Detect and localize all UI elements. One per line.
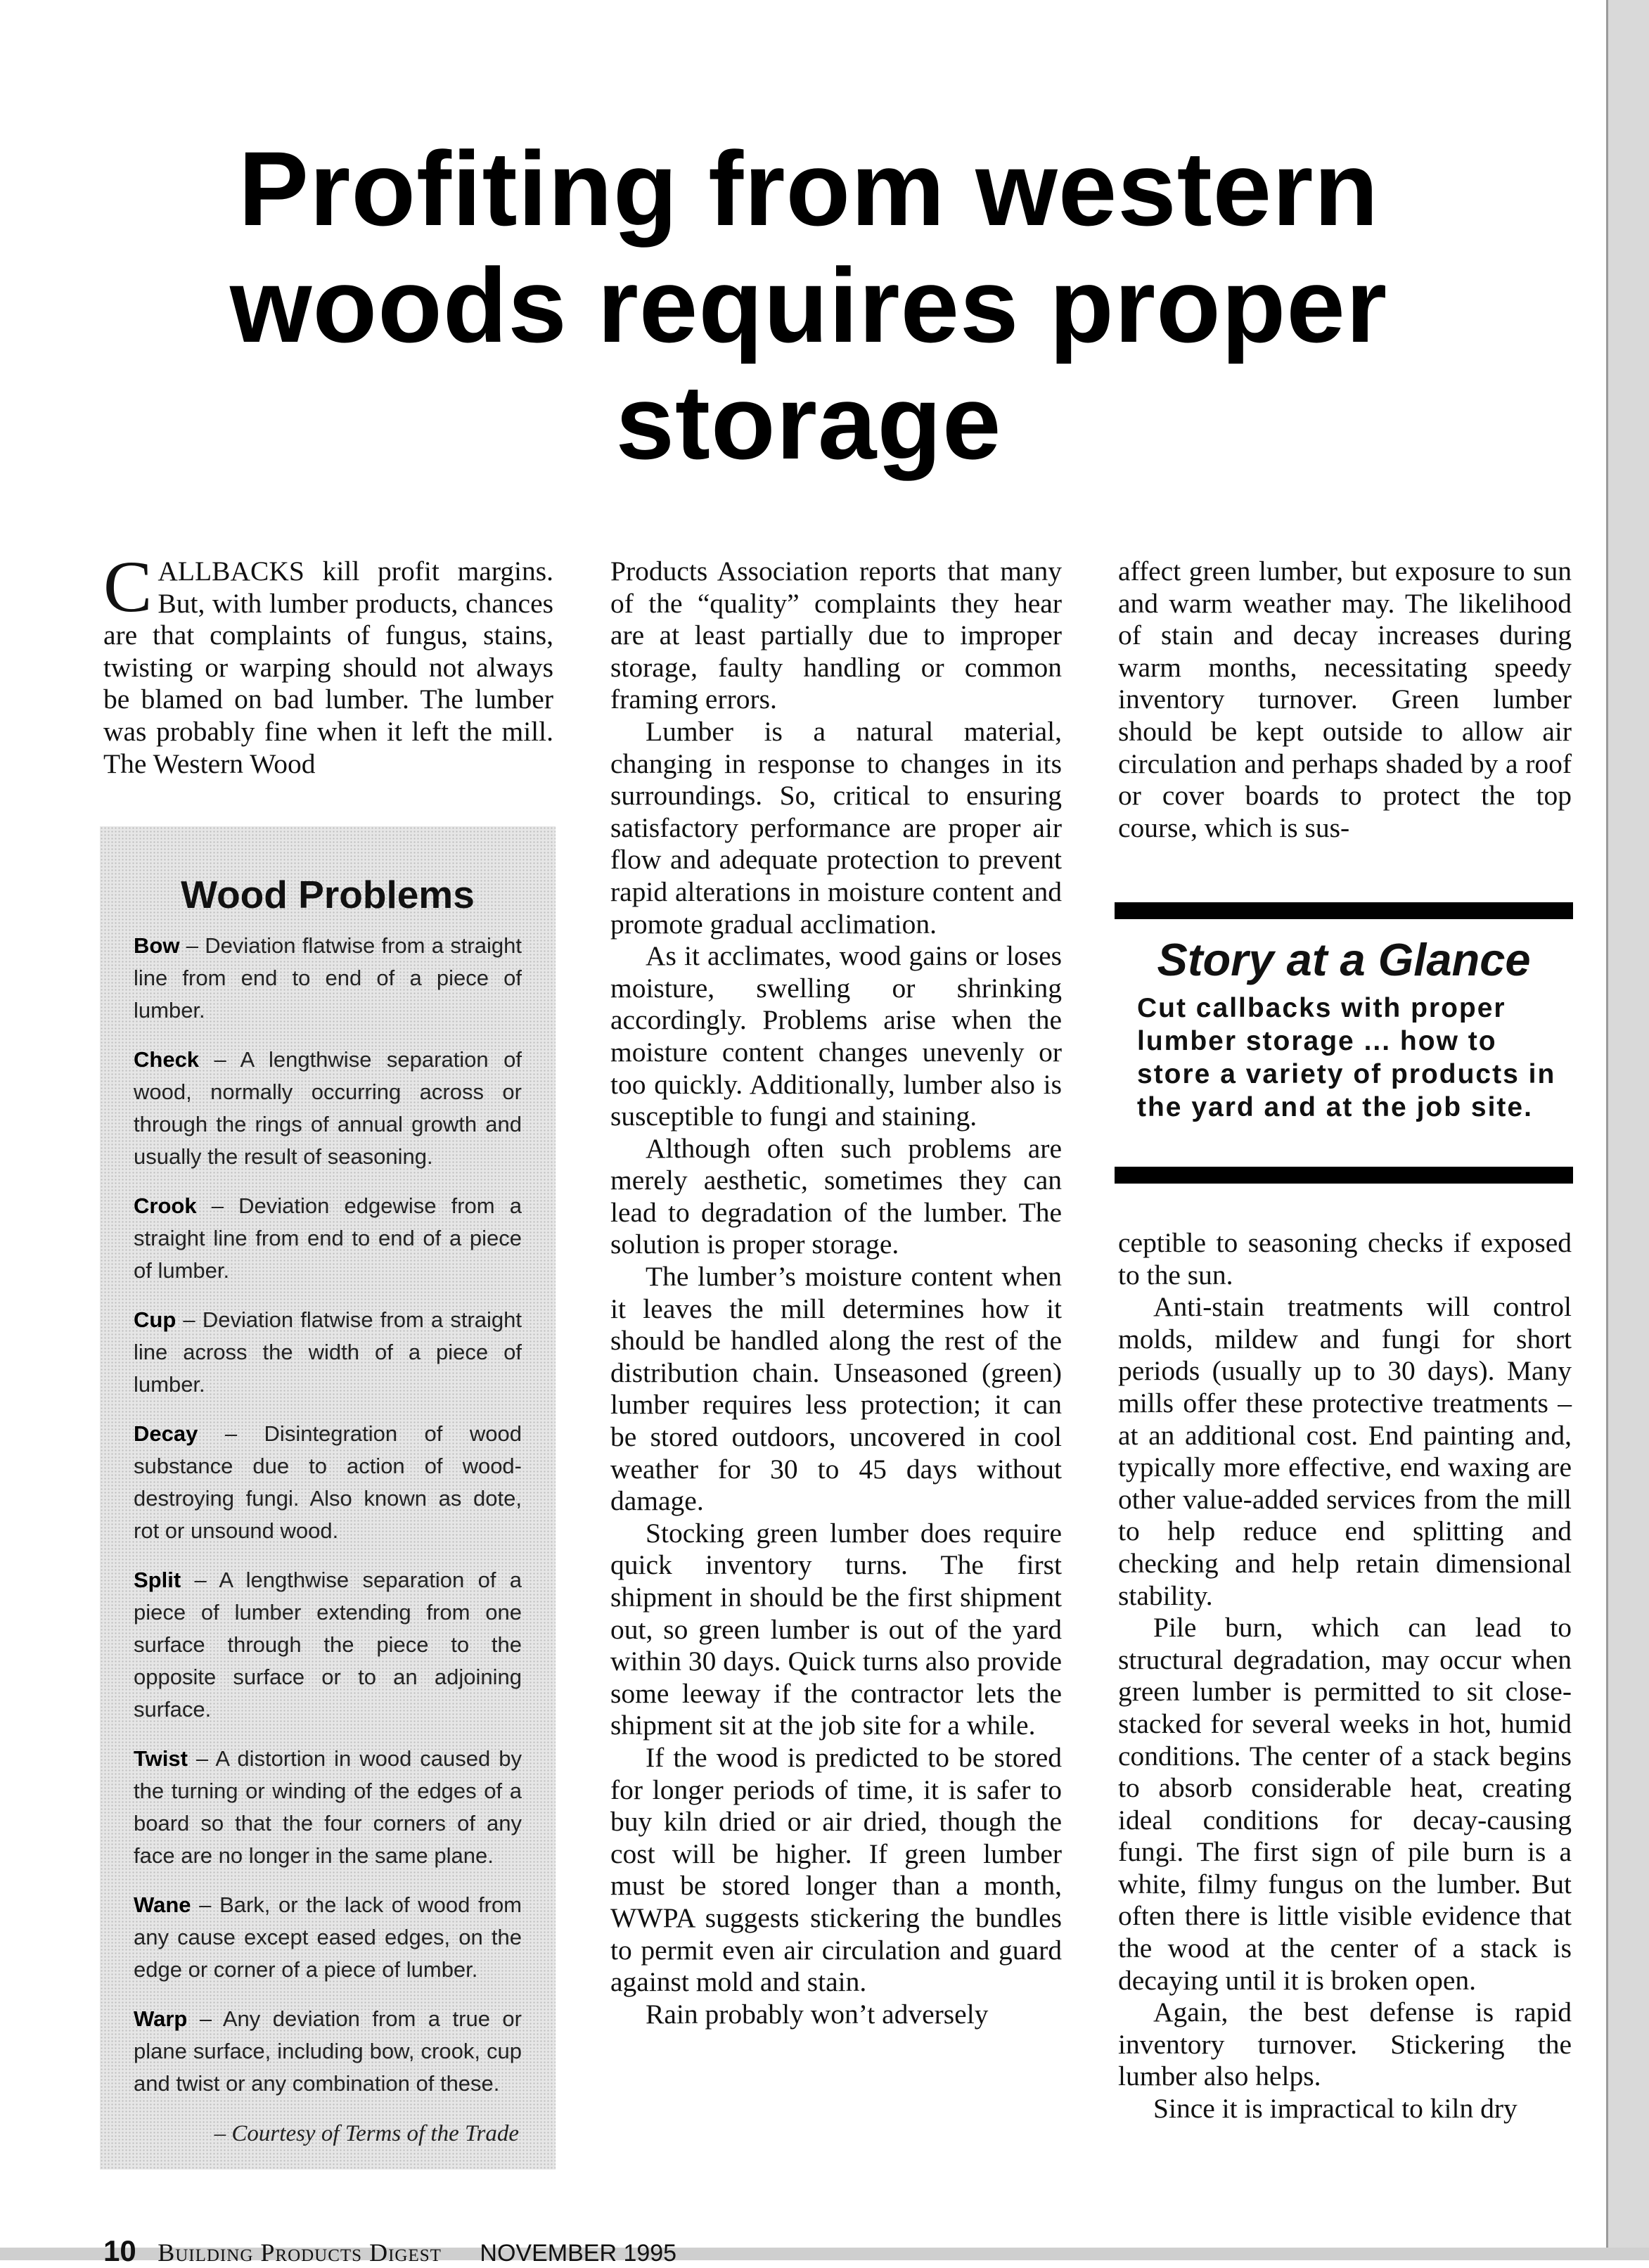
- glossary-separator: –: [179, 933, 205, 958]
- glossary-definition: Any deviation from a true or plane surface, including bow, crook, cup and twist or any combination of these.: [134, 2006, 522, 2096]
- sidebar-title: Wood Problems: [181, 873, 475, 916]
- glossary-definition: Disintegration of wood substance due to action of wood-destroying fungi. Also known as dote, rot or unsound wood.: [134, 1421, 522, 1543]
- page-edge-shadow: [1608, 0, 1649, 2260]
- glance-summary: Cut callbacks with proper lumber storage ... how to store a variety of products in the yard and at the job site.: [1137, 993, 1556, 1122]
- glossary-term: Decay: [134, 1421, 198, 1446]
- glossary-separator: –: [187, 2006, 223, 2031]
- glance-top-rule: [1115, 902, 1573, 919]
- sidebar-credit: – Courtesy of Terms of the Trade: [214, 2121, 519, 2146]
- page-edge-line: [1606, 0, 1608, 2260]
- paragraph: ceptible to seasoning checks if exposed to the sun.: [1118, 1227, 1572, 1290]
- glossary-term: Crook: [134, 1193, 197, 1218]
- paragraph: Although often such problems are merely aesthetic, sometimes they can lead to degradation of the lumber. The solution is proper storage.: [610, 1132, 1062, 1260]
- lead-text: kill profit margins. But, with lumber products, chances are that complaints of fungus, stains, twisting or warping should not always be blamed on bad lumber. The lumber was probably fine when it left the mill. The Western Wood: [103, 556, 553, 779]
- paragraph: Since it is impractical to kiln dry: [1153, 2093, 1518, 2125]
- article-column-1: [103, 546, 553, 780]
- glossary-term: Bow: [134, 933, 180, 958]
- glossary-term: Cup: [134, 1307, 177, 1332]
- glossary-separator: –: [176, 1307, 203, 1332]
- paragraph: As it acclimates, wood gains or loses moisture, swelling or shrinking accordingly. Problems arise when the moisture content changes unevenly or too quickly. Additionally, lumber also is susceptible to fungi and staining.: [610, 940, 1062, 1132]
- glossary-definition: A lengthwise separation of wood, normally occurring across or through the rings of annual growth and usually the result of seasoning.: [134, 1047, 522, 1169]
- lead-paragraph: [103, 546, 553, 780]
- glossary-separator: –: [191, 1892, 220, 1917]
- glossary-definition: Bark, or the lack of wood from any cause except eased edges, on the edge or corner of a piece of lumber.: [134, 1892, 522, 1982]
- paragraph: affect green lumber, but exposure to sun and warm weather may. The likelihood of stain and decay increases during warm months, necessitating speedy inventory turnover. Green lumber should be kept outside to allow air circulation and perhaps shaded by a roof or cover boards to protect the top course, which is sus-: [1118, 556, 1572, 843]
- glossary-term: Warp: [134, 2006, 188, 2031]
- article-column-2: [610, 556, 1062, 2030]
- glance-title: Story at a Glance: [1157, 934, 1531, 985]
- paragraph: Products Association reports that many of the “quality” complaints they hear are at least partially due to improper storage, faulty handling or common framing errors.: [610, 556, 1062, 715]
- paragraph: Stocking green lumber does require quick inventory turns. The first shipment in should be the first shipment out, so green lumber is out of the yard within 30 days. Quick turns also provide some leeway if the contractor lets the shipment sit at the job site for a while.: [610, 1517, 1062, 1741]
- paragraph: Lumber is a natural material, changing in response to changes in its surroundings. So, critical to ensuring satisfactory performance are proper air flow and adequate protection to prevent rapid alterations in moisture content and promote gradual acclimation.: [610, 715, 1062, 940]
- glossary-term: Wane: [134, 1892, 191, 1917]
- paragraph: Again, the best defense is rapid inventory turnover. Stickering the lumber also helps.: [1118, 1997, 1572, 2092]
- story-at-a-glance-box: [1115, 902, 1573, 1184]
- glossary-entry: [134, 1044, 522, 1173]
- glossary-entry: [134, 1889, 522, 1986]
- glossary-separator: –: [196, 1193, 239, 1218]
- glossary-list: [100, 930, 556, 2100]
- glossary-definition: A distortion in wood caused by the turning or winding of the edges of a board so that the four corners of any face are no longer in the same plane.: [134, 1746, 522, 1868]
- glossary-separator: –: [181, 1568, 219, 1592]
- glossary-definition: Deviation edgewise from a straight line from end to end of a piece of lumber.: [134, 1193, 522, 1283]
- drop-cap: C: [103, 546, 153, 627]
- glossary-term: Check: [134, 1047, 200, 1072]
- glance-bottom-rule: [1115, 1167, 1573, 1184]
- glossary-entry: [134, 1190, 522, 1287]
- paragraph: Pile burn, which can lead to structural degradation, may occur when green lumber is permitted to sit close-stacked for several weeks in hot, humid conditions. The center of a stack begins to absorb considerable heat, creating ideal conditions for decay-causing fungi. The first sign of pile burn is a white, filmy fungus on the lumber. But often there is little visible evidence that the wood at the center of a stack is decaying until it is broken open.: [1118, 1612, 1572, 1996]
- article-column-3-bottom: [1118, 1227, 1572, 2125]
- paragraph: The lumber’s moisture content when it leaves the mill determines how it should be handled along the rest of the distribution chain. Unseasoned (green) lumber requires less protection; it can be stored outdoors, uncovered in cool weather for 30 to 45 days without damage.: [610, 1261, 1062, 1517]
- paragraph: Rain probably won’t adversely: [646, 1998, 989, 2030]
- glossary-separator: –: [187, 1746, 216, 1771]
- paragraph: Anti-stain treatments will control molds, mildew and fungi for short periods (usually up to 30 days). Many mills offer these protective treatments – at an additional cost. End painting and, typically more effective, end waxing are other value-added services from the mill to help reduce end splitting and checking and help retain dimensional stability.: [1118, 1291, 1572, 1611]
- glossary-term: Split: [134, 1568, 181, 1592]
- glossary-separator: –: [198, 1421, 264, 1446]
- glossary-entry: [134, 930, 522, 1027]
- glossary-entry: [134, 1304, 522, 1401]
- issue-date: NOVEMBER 1995: [480, 2240, 677, 2267]
- article-headline: Profiting from western woods requires proper storage: [229, 129, 1388, 481]
- paragraph: If the wood is predicted to be stored for longer periods of time, it is safer to buy kiln dried or air dried, though the cost will be higher. If green lumber must be stored longer than a month, WWPA suggests stickering the bundles to permit even air circulation and guard against mold and stain.: [610, 1741, 1062, 1998]
- page-footer: [103, 2234, 676, 2268]
- glossary-entry: [134, 1418, 522, 1547]
- glossary-separator: –: [199, 1047, 240, 1072]
- glossary-entry: [134, 2003, 522, 2100]
- publication-name: Building Products Digest: [158, 2238, 442, 2267]
- glossary-definition: A lengthwise separation of a piece of lumber extending from one surface through the piece to the opposite surface or to an adjoining surface.: [134, 1568, 522, 1722]
- glossary-definition: Deviation flatwise from a straight line from end to end of a piece of lumber.: [134, 933, 522, 1023]
- page-number: 10: [103, 2234, 136, 2267]
- glossary-entry: [134, 1564, 522, 1726]
- glossary-definition: Deviation flatwise from a straight line across the width of a piece of lumber.: [134, 1307, 522, 1397]
- glossary-term: Twist: [134, 1746, 188, 1771]
- article-column-3-top: [1118, 556, 1572, 844]
- wood-problems-sidebar: [100, 826, 556, 2170]
- glossary-entry: [134, 1743, 522, 1872]
- lead-word: ALLBACKS: [158, 556, 304, 587]
